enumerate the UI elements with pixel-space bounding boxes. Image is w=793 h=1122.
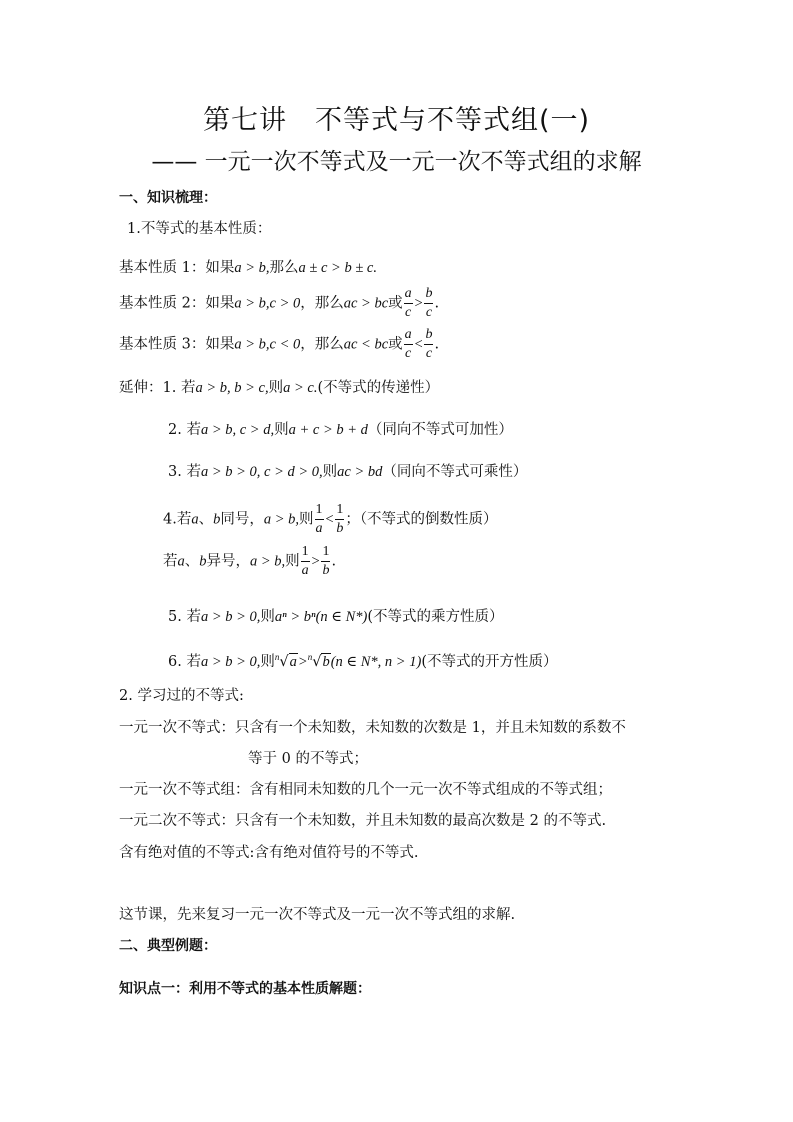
definition-quadratic-inequality (119, 809, 606, 830)
fraction: $\frac{a}{c}$ (404, 327, 412, 361)
definition-continuation: 等于 0 的不等式； (248, 751, 368, 767)
text: ，那么 (300, 295, 344, 312)
fraction: $\frac{a}{c}$ (404, 286, 412, 320)
property-2: 基本性质 2：如果a > b,c > 0，那么ac > bc或 $\frac{a}{c}$ > $\frac{b}{c}$ . (119, 286, 440, 320)
math-expr: a ± c > b ± c. (298, 260, 377, 276)
fraction: $\frac{1}{b}$ (336, 502, 344, 536)
property-3: 基本性质 3：如果a > b,c < 0，那么ac < bc或 $\frac{a}{c}$ < $\frac{b}{c}$ . (119, 327, 440, 361)
property-3-label: 基本性质 3：如果 (119, 336, 235, 353)
subheading-basic-properties: 1.不等式的基本性质： (127, 221, 272, 237)
text: ，那么 (300, 336, 344, 353)
operator: > (413, 295, 424, 312)
lesson-intro: 这节课，先来复习一元一次不等式及一元一次不等式组的求解. (119, 907, 516, 923)
knowledge-point-1: 知识点一：利用不等式的基本性质解题： (119, 981, 371, 997)
property-1-label: 基本性质 1：如果 (119, 260, 235, 276)
page-subtitle: —— 一元一次不等式及一元一次不等式组的求解 (151, 149, 642, 175)
extension-1: 延伸：1. 若a > b, b > c,则a > c.(不等式的传递性） (119, 380, 440, 396)
definition-absolute-inequality (119, 841, 419, 862)
definition-text: 只含有一个未知数，并且未知数的最高次数是 2 的不等式. (235, 813, 607, 829)
section-heading-examples: 二、典型例题： (119, 938, 217, 954)
extension-3: 3. 若a > b > 0, c > d > 0,则ac > bd（同向不等式可乘性） (168, 464, 528, 480)
page-title: 第七讲 不等式与不等式组(一) (202, 105, 591, 136)
definition-text: 含有相同未知数的几个一元一次不等式组成的不等式组； (249, 782, 612, 798)
section-heading-knowledge: 一、知识梳理： (119, 190, 217, 206)
definition-text: 含有绝对值符号的不等式. (254, 845, 419, 861)
math-expr: ac < bc (343, 336, 389, 353)
math-expr: a > b,c < 0 (234, 336, 301, 353)
fraction: $\frac{1}{b}$ (322, 544, 330, 578)
extension-label: 延伸： (119, 380, 163, 396)
fraction: $\frac{1}{a}$ (301, 544, 309, 578)
fraction: $\frac{b}{c}$ (425, 327, 433, 361)
definition-linear-system (119, 778, 612, 799)
subheading-learned-inequalities: 2. 学习过的不等式: (119, 688, 244, 704)
extension-6: 6. 若a > b > 0,则$^n$√a>$^n$√b(n ∈ N*, n > 1)(不等式的开方性质） (168, 652, 558, 670)
math-expr: ac > bc (343, 295, 389, 312)
fraction: $\frac{b}{c}$ (425, 286, 433, 320)
extension-2: 2. 若a > b, c > d,则a + c > b + d（同向不等式可加性） (168, 422, 513, 438)
definition-term: 含有绝对值的不等式: (119, 845, 255, 861)
text: 那么 (269, 260, 299, 276)
extension-4a: 4.若a、b同号，a > b,则 $\frac{1}{a}$ < $\frac{1}{b}$ ；（不等式的倒数性质） (163, 502, 498, 536)
math-expr: a > b,c > 0 (234, 295, 301, 312)
definition-term: 一元一次不等式： (119, 720, 235, 736)
definition-term: 一元一次不等式组： (119, 782, 250, 798)
definition-text: 只含有一个未知数，未知数的次数是 1，并且未知数的系数不 (235, 720, 626, 736)
property-2-label: 基本性质 2：如果 (119, 295, 235, 312)
definition-linear-inequality (119, 716, 626, 737)
definition-term: 一元二次不等式： (119, 813, 235, 829)
extension-5: 5. 若a > b > 0,则aⁿ > bⁿ(n ∈ N*)(不等式的乘方性质） (168, 609, 504, 625)
math-expr: a > b, (234, 260, 270, 276)
fraction: $\frac{1}{a}$ (315, 502, 323, 536)
text: 或 (388, 295, 403, 312)
text: 或 (388, 336, 403, 353)
operator: < (413, 336, 424, 353)
property-1 (119, 256, 377, 277)
extension-4b: 若a、b异号，a > b,则 $\frac{1}{a}$ > $\frac{1}{b}$ . (163, 544, 337, 578)
